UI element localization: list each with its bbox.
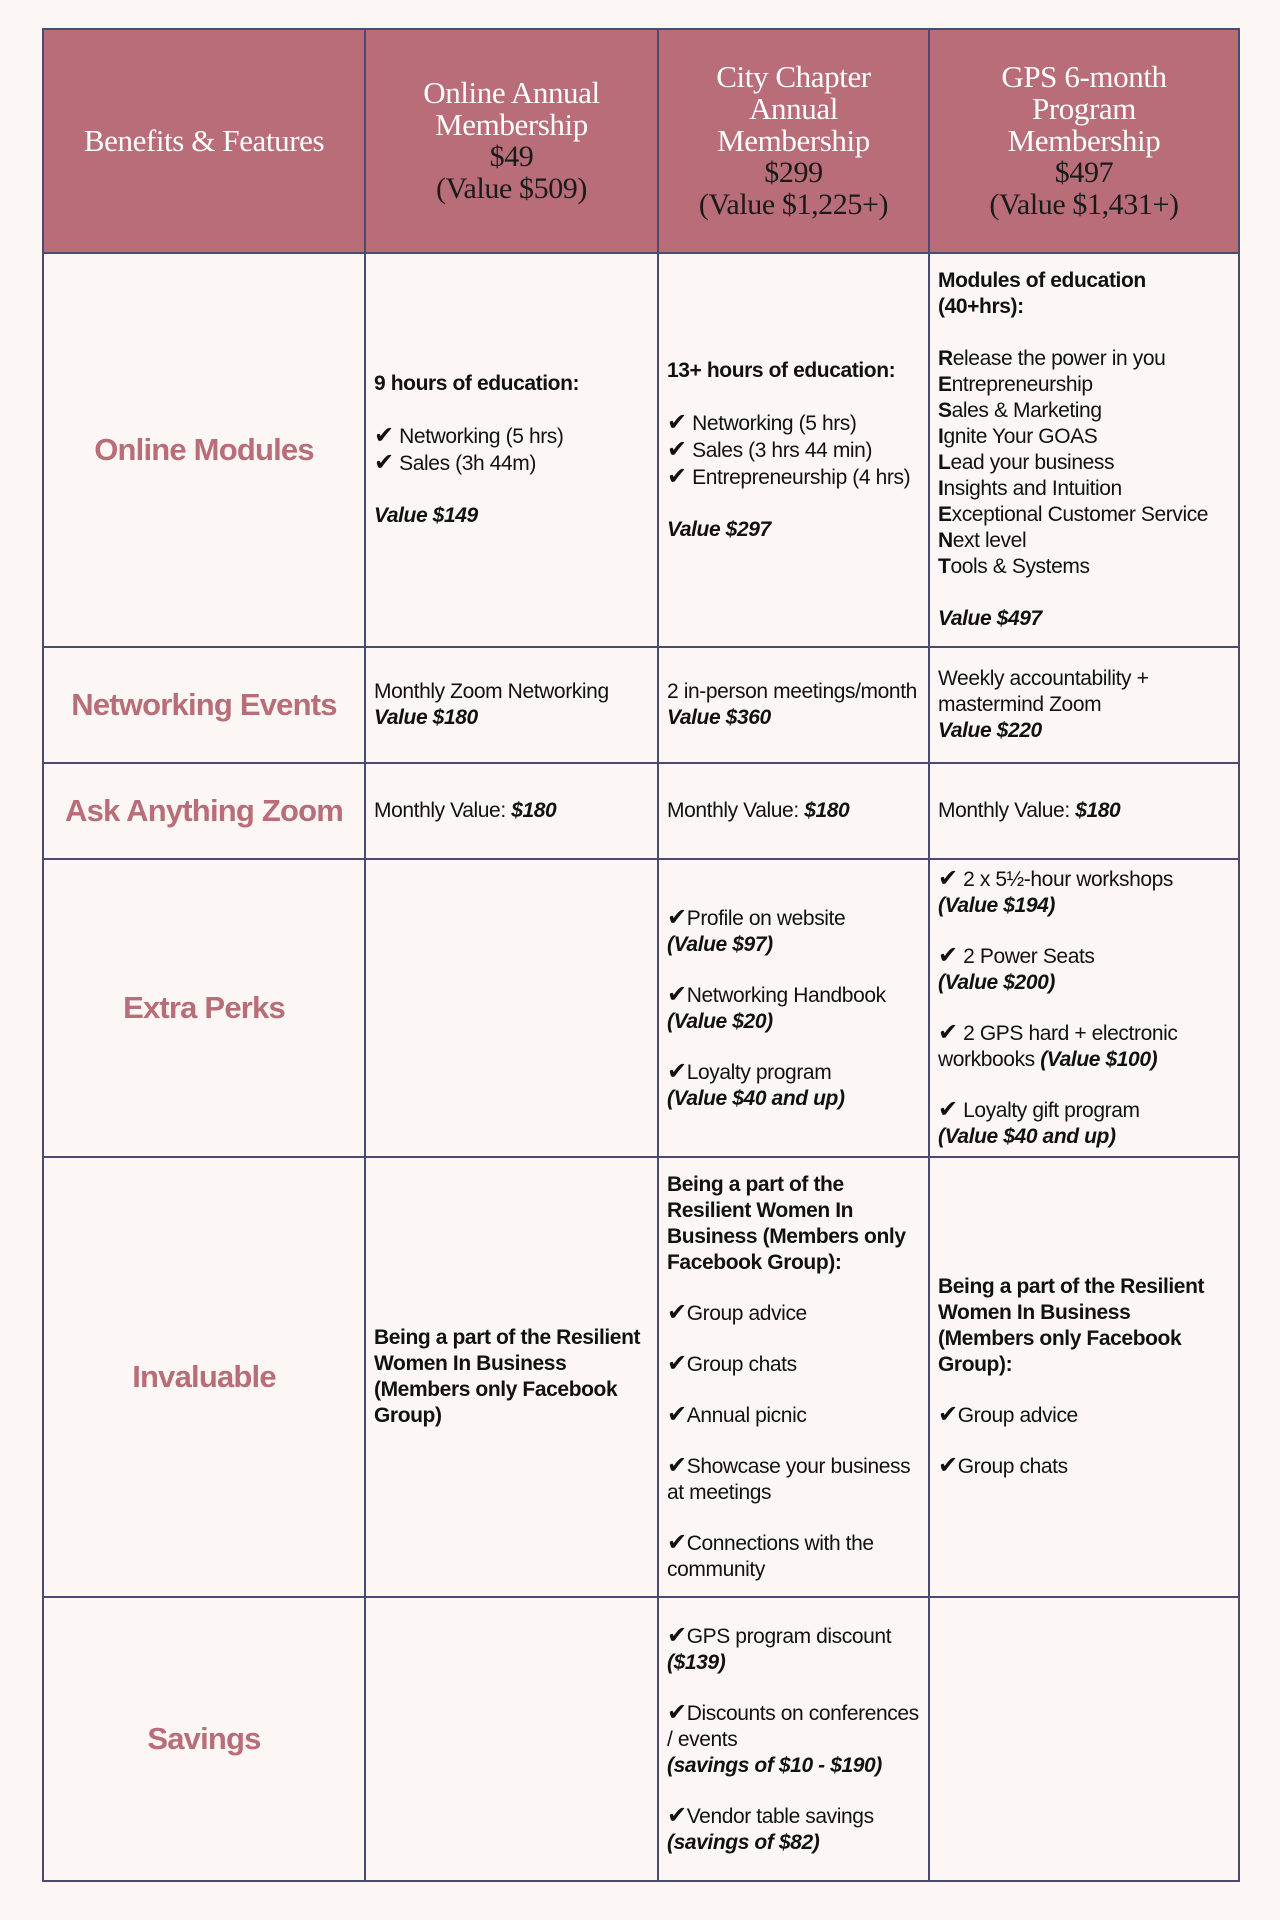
cell-invaluable-city: Being a part of the Resilient Women In Business (Members only Facebook Group): ✔Group advice ✔Group chats ✔Annual picnic ✔Showcase your business at meetings ✔Connections with the community bbox=[658, 1157, 929, 1597]
cell-invaluable-online: Being a part of the Resilient Women In Business (Members only Facebook Group) bbox=[365, 1157, 658, 1597]
value-gps: (Value $1,431+) bbox=[989, 188, 1179, 221]
cell-savings-city: ✔GPS program discount ($139) ✔Discounts on conferences / events (savings of $10 - $190) ✔Vendor table savings (savings of $82) bbox=[658, 1597, 929, 1881]
row-label-invaluable: Invaluable bbox=[43, 1157, 365, 1597]
cell-perks-online bbox=[365, 859, 658, 1157]
value-city: (Value $1,225+) bbox=[698, 188, 889, 221]
cell-ask-online: Monthly Value: $180 bbox=[365, 763, 658, 859]
module-item: Next level bbox=[938, 529, 1027, 552]
check-icon: ✔ bbox=[667, 408, 687, 436]
check-icon: ✔ bbox=[667, 1621, 687, 1649]
cell-online-modules-gps: Modules of education (40+hrs): Release the power in you Entrepreneurship Sales & Marketing Ignite Your GOAS Lead your business Insights and Intuition Exceptional Customer Service Next level Tools & Systems Value $497 bbox=[929, 253, 1239, 647]
row-label-networking: Networking Events bbox=[43, 647, 365, 763]
cell-savings-online bbox=[365, 1597, 658, 1881]
check-icon: ✔ bbox=[374, 422, 394, 449]
cell-ask-gps: Monthly Value: $180 bbox=[929, 763, 1239, 859]
row-networking-events bbox=[43, 647, 1239, 763]
module-item: Lead your business bbox=[938, 451, 1115, 474]
module-item: Tools & Systems bbox=[938, 555, 1090, 578]
module-item: Sales & Marketing bbox=[938, 399, 1102, 422]
row-label-savings: Savings bbox=[43, 1597, 365, 1881]
header-city-chapter: City Chapter Annual Membership $299 (Value $1,225+) bbox=[658, 29, 929, 253]
check-icon: ✔ bbox=[938, 865, 958, 892]
value-online: (Value $509) bbox=[436, 172, 587, 205]
check-icon: ✔ bbox=[667, 1451, 687, 1479]
cell-networking-city: 2 in-person meetings/month Value $360 bbox=[658, 647, 929, 763]
cell-networking-online: Monthly Zoom Networking Value $180 bbox=[365, 647, 658, 763]
release-list bbox=[938, 346, 1230, 580]
row-label-ask-anything: Ask Anything Zoom bbox=[43, 763, 365, 859]
price-online: $49 bbox=[489, 140, 534, 173]
check-icon: ✔ bbox=[667, 1528, 687, 1556]
check-icon: ✔ bbox=[667, 980, 687, 1008]
header-gps-program: GPS 6-month Program Membership $497 (Value $1,431+) bbox=[929, 29, 1239, 253]
cell-perks-gps: ✔ 2 x 5½-hour workshops (Value $194) ✔ 2 Power Seats (Value $200) ✔ 2 GPS hard + electronic workbooks (Value $100) ✔ Loyalty gift program (Value $40 and up) bbox=[929, 859, 1239, 1157]
price-city: $299 bbox=[764, 156, 823, 189]
check-icon: ✔ bbox=[667, 462, 687, 490]
check-icon: ✔ bbox=[667, 1400, 687, 1428]
check-icon: ✔ bbox=[667, 903, 687, 931]
check-icon: ✔ bbox=[667, 1698, 687, 1726]
module-item: Insights and Intuition bbox=[938, 477, 1122, 500]
row-ask-anything bbox=[43, 763, 1239, 859]
check-icon: ✔ bbox=[938, 1452, 958, 1479]
row-extra-perks bbox=[43, 859, 1239, 1157]
check-icon: ✔ bbox=[938, 942, 958, 969]
cell-savings-gps bbox=[929, 1597, 1239, 1881]
check-icon: ✔ bbox=[667, 1298, 687, 1326]
check-icon: ✔ bbox=[938, 1401, 958, 1428]
row-savings bbox=[43, 1597, 1239, 1881]
check-icon: ✔ bbox=[667, 1057, 687, 1085]
cell-online-modules-online: 9 hours of education: ✔ Networking (5 hrs) ✔ Sales (3h 44m) Value $149 bbox=[365, 253, 658, 647]
membership-comparison-table bbox=[42, 28, 1240, 1882]
check-icon: ✔ bbox=[667, 1349, 687, 1377]
row-invaluable bbox=[43, 1157, 1239, 1597]
row-online-modules bbox=[43, 253, 1239, 647]
check-icon: ✔ bbox=[667, 1801, 687, 1829]
check-icon: ✔ bbox=[374, 449, 394, 476]
price-gps: $497 bbox=[1054, 156, 1114, 189]
check-icon: ✔ bbox=[938, 1019, 958, 1046]
check-icon: ✔ bbox=[667, 435, 687, 463]
module-item: Exceptional Customer Service bbox=[938, 503, 1209, 526]
module-item: Release the power in you bbox=[938, 347, 1166, 370]
row-label-extra-perks: Extra Perks bbox=[43, 859, 365, 1157]
cell-invaluable-gps: Being a part of the Resilient Women In Business (Members only Facebook Group): ✔Group advice ✔Group chats bbox=[929, 1157, 1239, 1597]
header-benefits-features: Benefits & Features bbox=[43, 29, 365, 253]
module-item: Ignite Your GOAS bbox=[938, 425, 1098, 448]
cell-perks-city: ✔Profile on website (Value $97) ✔Networking Handbook (Value $20) ✔Loyalty program (Value $40 and up) bbox=[658, 859, 929, 1157]
row-label-online-modules: Online Modules bbox=[43, 253, 365, 647]
cell-networking-gps: Weekly accountability + mastermind Zoom Value $220 bbox=[929, 647, 1239, 763]
check-icon: ✔ bbox=[938, 1096, 958, 1123]
module-item: Entrepreneurship bbox=[938, 373, 1093, 396]
header-row bbox=[43, 29, 1239, 253]
cell-ask-city: Monthly Value: $180 bbox=[658, 763, 929, 859]
cell-online-modules-city: 13+ hours of education: ✔ Networking (5 hrs) ✔ Sales (3 hrs 44 min) ✔ Entrepreneurship (4 hrs) Value $297 bbox=[658, 253, 929, 647]
header-online-annual: Online Annual Membership $49 (Value $509) bbox=[365, 29, 658, 253]
